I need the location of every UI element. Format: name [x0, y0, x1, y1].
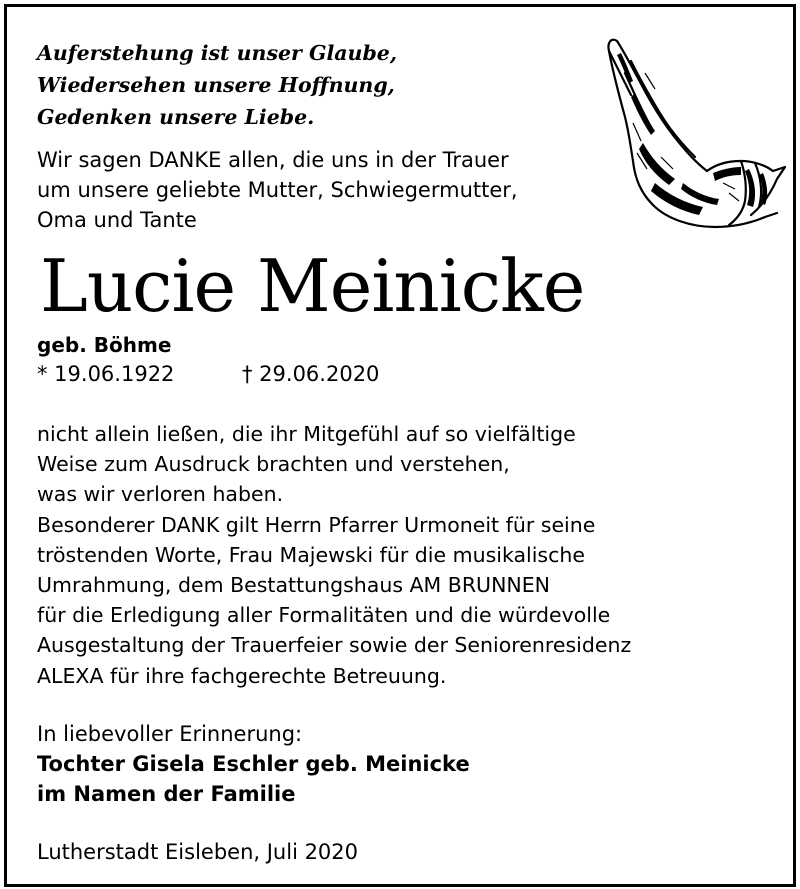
motto-line: Wiedersehen unsere Hoffnung,	[37, 73, 395, 97]
body-line: Weise zum Ausdruck brachten und verstehen,	[37, 452, 510, 477]
life-dates	[37, 359, 777, 389]
body-line: nicht allein ließen, die ihr Mitgefühl auf so vielfältige	[37, 422, 576, 446]
deceased-name: Lucie Meinicke	[40, 244, 585, 328]
intro-line: Wir sagen DANKE allen, die uns in der Trauer	[37, 148, 509, 172]
signer-line: Tochter Gisela Eschler geb. Meinicke	[37, 751, 470, 776]
closing-intro: In liebevoller Erinnerung:	[37, 721, 303, 746]
intro-line: um unsere geliebte Mutter, Schwiegermutter,	[37, 178, 518, 202]
obituary-frame	[4, 4, 796, 887]
body-line: tröstenden Worte, Frau Majewski für die musikalische	[37, 542, 585, 567]
maiden-name: geb. Böhme	[37, 333, 172, 357]
body-line: ALEXA für ihre fachgerechte Betreuung.	[37, 663, 447, 688]
motto-line: Gedenken unsere Liebe.	[37, 105, 315, 129]
thanks-text	[37, 419, 777, 691]
praying-hands-icon	[595, 33, 790, 238]
body-line: für die Erledigung aller Formalitäten und die würdevolle	[37, 603, 611, 628]
body-line: Besonderer DANK gilt Herrn Pfarrer Urmoneit für seine	[37, 512, 596, 537]
body-line: Umrahmung, dem Bestattungshaus AM BRUNNEN	[37, 573, 551, 598]
body-line: Ausgestaltung der Trauerfeier sowie der Seniorenresidenz	[37, 633, 632, 658]
place-date: Lutherstadt Eisleben, Juli 2020	[37, 839, 359, 864]
closing-block	[37, 719, 777, 809]
death-date: † 29.06.2020	[242, 362, 380, 386]
signer-line: im Namen der Familie	[37, 781, 296, 806]
motto-line: Auferstehung ist unser Glaube,	[37, 41, 397, 65]
birth-date: * 19.06.1922	[37, 362, 175, 386]
intro-line: Oma und Tante	[37, 208, 197, 232]
body-line: was wir verloren haben.	[37, 482, 284, 507]
